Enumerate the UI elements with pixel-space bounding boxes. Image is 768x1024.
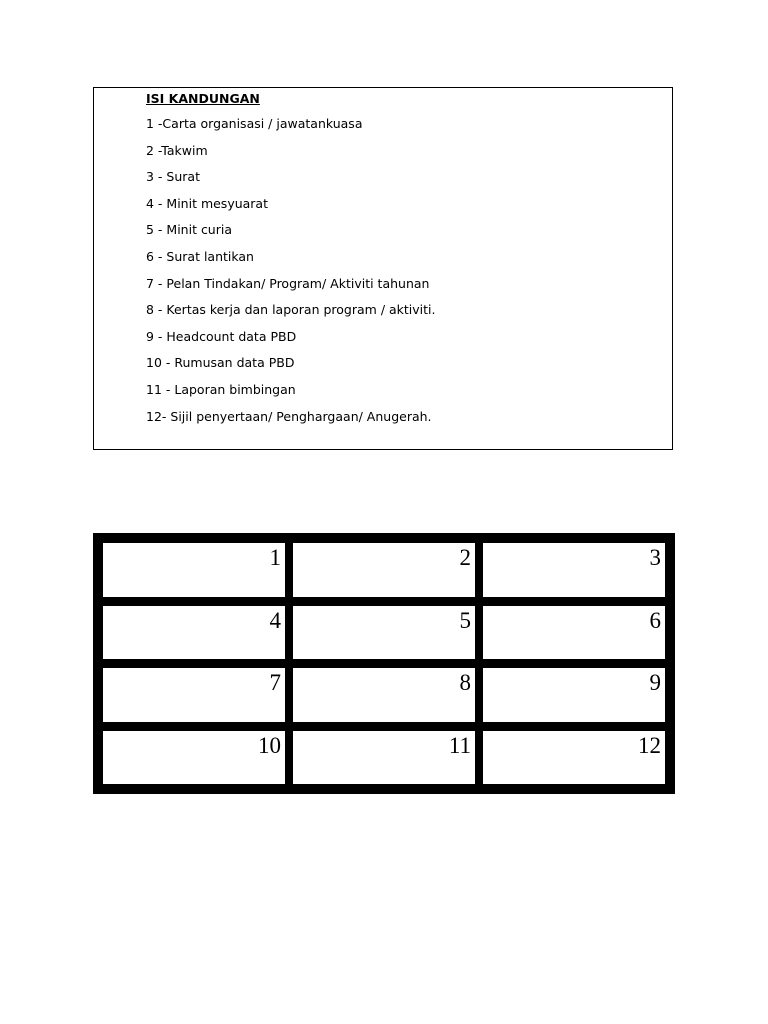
cell-number: 1	[269, 545, 281, 570]
grid-cell	[483, 606, 665, 660]
contents-item: 10 - Rumusan data PBD	[146, 355, 295, 371]
cell-number: 7	[269, 670, 281, 695]
grid-cell	[103, 731, 285, 785]
contents-box	[93, 87, 673, 450]
cell-number: 2	[459, 545, 471, 570]
contents-item: 9 - Headcount data PBD	[146, 328, 297, 344]
cell-number: 12	[638, 732, 661, 758]
contents-inner	[146, 90, 662, 430]
number-grid	[93, 533, 675, 794]
contents-item: 7 - Pelan Tindakan/ Program/ Aktiviti tahunan	[146, 275, 430, 291]
contents-title: ISI KANDUNGAN	[146, 91, 260, 106]
contents-item: 5 - Minit curia	[146, 222, 233, 238]
contents-item: 12- Sijil penyertaan/ Penghargaan/ Anugerah.	[146, 408, 432, 424]
cell-number: 9	[649, 670, 661, 695]
grid-cell	[293, 668, 475, 722]
contents-item: 3 - Surat	[146, 169, 200, 185]
grid-cell	[483, 731, 665, 785]
grid-cell	[293, 731, 475, 785]
contents-item: 8 - Kertas kerja dan laporan program / aktiviti.	[146, 302, 436, 318]
contents-list	[146, 111, 662, 430]
grid-cell	[293, 606, 475, 660]
cell-number: 3	[649, 545, 661, 570]
grid-cell	[103, 668, 285, 722]
contents-item: 1 -Carta organisasi / jawatankuasa	[146, 116, 363, 131]
cell-number: 4	[269, 607, 281, 633]
contents-item: 11 - Laporan bimbingan	[146, 381, 296, 397]
cell-number: 5	[459, 607, 471, 633]
cell-number: 10	[258, 732, 281, 758]
grid-cell	[293, 543, 475, 597]
grid-cell	[483, 668, 665, 722]
contents-item: 4 - Minit mesyuarat	[146, 195, 268, 211]
grid-cell	[103, 606, 285, 660]
grid-cell	[103, 543, 285, 597]
contents-item: 6 - Surat lantikan	[146, 248, 254, 264]
cell-number: 11	[448, 732, 471, 758]
cell-number: 8	[459, 670, 471, 695]
cell-number: 6	[649, 607, 661, 633]
contents-item: 2 -Takwim	[146, 142, 208, 158]
grid-cell	[483, 543, 665, 597]
